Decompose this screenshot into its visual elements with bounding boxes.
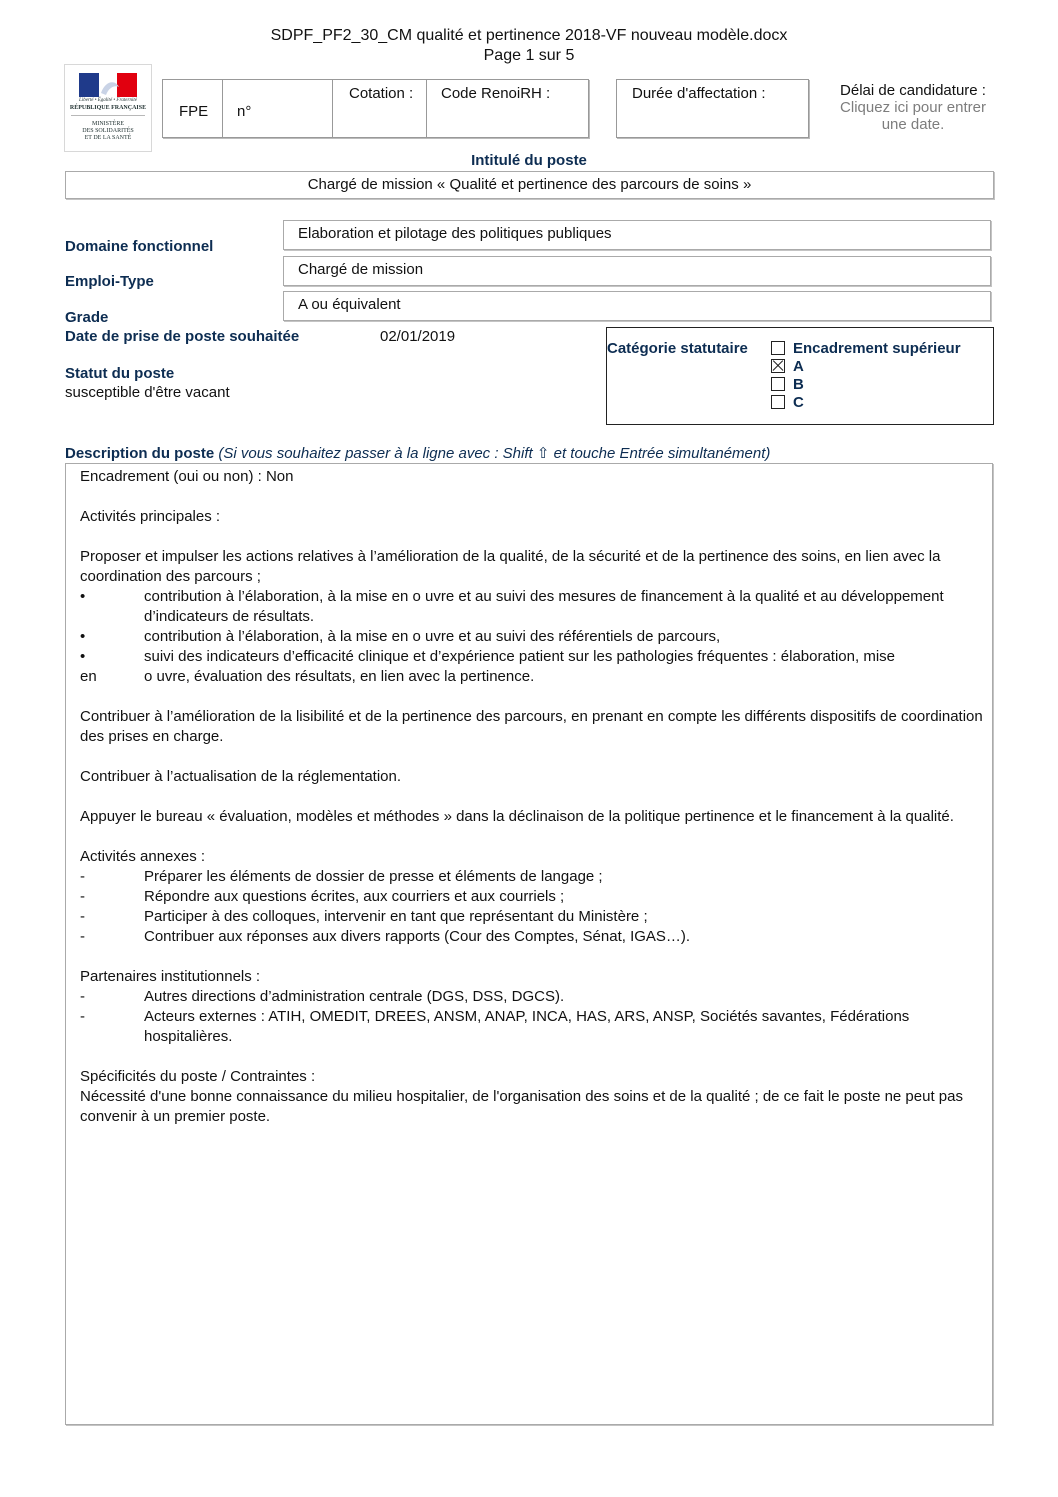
list-item: - Contribuer aux réponses aux divers rapports (Cour des Comptes, Sénat, IGAS…). xyxy=(80,928,691,945)
grade-label: Grade xyxy=(65,309,109,326)
reference-table xyxy=(162,79,589,138)
logo-ministry-3: ET DE LA SANTÉ xyxy=(84,135,132,141)
intitule-label: Intitulé du poste xyxy=(471,152,587,169)
delai-date-picker-line2[interactable]: une date. xyxy=(881,116,945,133)
list-item: - Préparer les éléments de dossier de presse et éléments de langage ; xyxy=(80,868,603,885)
activite-paragraph-2: Contribuer à l’amélioration de la lisibilité et de la pertinence des parcours, en prenant en compte les différents dispositifs de coordination des prises en charge. xyxy=(80,708,983,745)
description-heading xyxy=(65,444,770,462)
date-prise-poste-label: Date de prise de poste souhaitée xyxy=(65,328,300,345)
categorie-option-a[interactable]: A xyxy=(771,358,961,376)
logo-republic: RÉPUBLIQUE FRANÇAISE xyxy=(69,105,147,111)
cotation-cell[interactable]: Cotation : xyxy=(333,80,427,137)
document-filename: SDPF_PF2_30_CM qualité et pertinence 2018-VF nouveau modèle.docx xyxy=(270,27,788,44)
checkbox-icon[interactable] xyxy=(771,377,785,391)
encadrement-line: Encadrement (oui ou non) : Non xyxy=(80,468,294,485)
list-item: - Autres directions d’administration centrale (DGS, DSS, DGCS). xyxy=(80,988,565,1005)
checkbox-icon[interactable] xyxy=(771,395,785,409)
specificites-text: Nécessité d'une bonne connaissance du milieu hospitalier, de l'organisation des soins et de la qualité ; de ce fait le poste ne peut pas convenir à un premier poste. xyxy=(80,1088,963,1125)
description-content xyxy=(80,467,990,1127)
list-item: - Participer à des colloques, intervenir en tant que représentant du Ministère ; xyxy=(80,908,648,925)
categorie-options xyxy=(771,340,961,412)
emploi-type-label: Emploi-Type xyxy=(65,273,154,290)
numero-cell[interactable]: n° xyxy=(223,80,333,137)
list-item: • contribution à l’élaboration, à la mise en o uvre et au suivi des référentiels de parcours, xyxy=(80,628,721,645)
dash-marker: - xyxy=(80,888,85,905)
domaine-label: Domaine fonctionnel xyxy=(65,238,214,255)
checkbox-checked-icon[interactable] xyxy=(771,359,785,373)
delai-date-picker-line1[interactable]: Cliquez ici pour entrer xyxy=(840,99,986,116)
list-item: - Répondre aux questions écrites, aux courriers et aux courriels ; xyxy=(80,888,565,905)
logo-divider xyxy=(71,115,145,116)
dash-marker: - xyxy=(80,988,85,1005)
partenaires-title: Partenaires institutionnels : xyxy=(80,968,261,985)
activite-paragraph-4: Appuyer le bureau « évaluation, modèles et méthodes » dans la déclinaison de la politique pertinence et le financement à la qualité. xyxy=(80,808,954,825)
list-item: • contribution à l’élaboration, à la mise en o uvre et au suivi des mesures de financement à la qualité et au développement d’indicateurs de résultats. xyxy=(80,588,944,625)
categorie-option-c[interactable]: C xyxy=(771,394,961,412)
activites-annexes-title: Activités annexes : xyxy=(80,848,206,865)
logo-ministry-1: MINISTÈRE xyxy=(92,121,124,127)
list-item: • suivi des indicateurs d’efficacité clinique et d’expérience patient sur les pathologies fréquentes : élaboration, mise xyxy=(80,648,895,665)
delai-candidature-label: Délai de candidature : xyxy=(840,82,986,99)
activite-paragraph-3: Contribuer à l’actualisation de la réglementation. xyxy=(80,768,402,785)
bullet-marker: • xyxy=(80,648,86,665)
statut-poste-value[interactable]: susceptible d'être vacant xyxy=(65,384,230,401)
description-label: Description du poste xyxy=(65,445,215,462)
code-renoirh-cell[interactable]: Code RenoiRH : xyxy=(441,85,551,102)
dash-marker: - xyxy=(80,908,85,925)
grade-field[interactable]: A ou équivalent xyxy=(283,291,991,321)
bullet-marker: • xyxy=(80,588,86,605)
categorie-option-encadrement[interactable]: Encadrement supérieur xyxy=(771,340,961,358)
list-item-continuation: en o uvre, évaluation des résultats, en lien avec la pertinence. xyxy=(80,668,535,685)
checkbox-icon[interactable] xyxy=(771,341,785,355)
dash-marker: - xyxy=(80,868,85,885)
list-item: - Acteurs externes : ATIH, OMEDIT, DREES, ANSM, ANAP, INCA, HAS, ARS, ANSP, Sociétés savantes, Fédérations hospitalières. xyxy=(80,1008,910,1045)
marianne-flag-icon xyxy=(79,73,137,97)
dash-marker: - xyxy=(80,1008,85,1025)
bullet-marker: • xyxy=(80,628,86,645)
dash-marker: - xyxy=(80,928,85,945)
ministry-logo xyxy=(64,64,152,152)
activite-paragraph-1: Proposer et impulser les actions relatives à l’amélioration de la qualité, de la sécurité et de la pertinence des soins, en lien avec la coordination des parcours ; xyxy=(80,548,941,585)
specificites-title: Spécificités du poste / Contraintes : xyxy=(80,1068,316,1085)
categorie-option-b[interactable]: B xyxy=(771,376,961,394)
activites-principales-title: Activités principales : xyxy=(80,508,221,525)
emploi-type-field[interactable]: Chargé de mission xyxy=(283,256,991,286)
domaine-field[interactable]: Elaboration et pilotage des politiques publiques xyxy=(283,220,991,250)
description-hint: (Si vous souhaitez passer à la ligne avec : Shift ⇧ et touche Entrée simultanément) xyxy=(218,445,771,462)
statut-poste-label: Statut du poste xyxy=(65,365,175,382)
logo-motto: Liberté • Égalité • Fraternité xyxy=(79,98,137,103)
duree-affectation-cell[interactable] xyxy=(616,79,809,138)
categorie-statutaire-label: Catégorie statutaire xyxy=(607,340,748,357)
intitule-field[interactable]: Chargé de mission « Qualité et pertinence des parcours de soins » xyxy=(65,171,994,199)
fpe-cell: FPE xyxy=(163,80,223,137)
page-number: Page 1 sur 5 xyxy=(483,47,575,64)
delai-candidature xyxy=(820,82,1006,133)
duree-affectation-label: Durée d'affectation : xyxy=(632,85,766,102)
date-prise-poste-value[interactable]: 02/01/2019 xyxy=(380,328,456,345)
logo-ministry-2: DES SOLIDARITÉS xyxy=(82,128,134,134)
